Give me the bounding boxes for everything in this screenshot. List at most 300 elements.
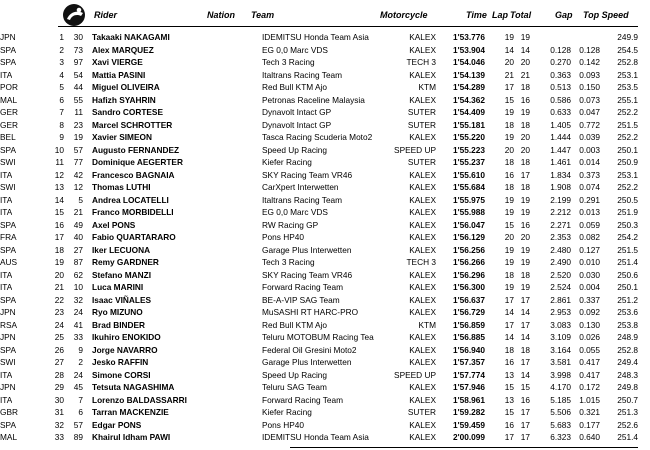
gap-cell: 3.998 <box>550 369 571 380</box>
rider-name-cell: Sandro CORTESE <box>92 107 163 117</box>
top-speed-cell: 251.5 <box>617 119 638 130</box>
gap-cell: 5.683 <box>550 419 571 430</box>
lap-time-cell: 1'54.139 <box>453 69 485 80</box>
nation-cell: JPN <box>0 32 16 42</box>
top-speed-cell: 252.8 <box>617 344 638 355</box>
team-cell: Garage Plus Interwetten <box>262 357 352 367</box>
total-laps-cell: 16 <box>520 94 530 105</box>
rider-number-cell: 54 <box>73 69 83 80</box>
gap-previous-cell: 0.291 <box>579 194 600 205</box>
nation-cell: SWI <box>0 357 16 367</box>
team-cell: Forward Racing Team <box>262 282 344 292</box>
lap-cell: 19 <box>504 194 514 205</box>
rider-name-cell: Mattia PASINI <box>92 69 146 80</box>
lap-time-cell: 2'00.099 <box>453 432 485 442</box>
gap-cell: 1.405 <box>550 119 571 130</box>
position-cell: 2 <box>59 44 64 55</box>
motorcycle-cell: KALEX <box>409 394 436 405</box>
top-speed-cell: 250.7 <box>617 394 638 405</box>
table-row <box>0 369 650 382</box>
gap-cell: 2.212 <box>550 207 571 217</box>
rider-name-cell: Tarran MACKENZIE <box>92 407 169 417</box>
header-divider <box>58 26 638 27</box>
rider-number-cell: 42 <box>73 169 83 180</box>
rider-name-cell: Luca MARINI <box>92 282 144 292</box>
rider-name-cell: Dominique AEGERTER <box>92 157 183 167</box>
team-cell: Tasca Racing Scuderia Moto2 <box>262 132 373 142</box>
lap-time-cell: 1'55.220 <box>453 132 485 142</box>
lap-time-cell: 1'54.046 <box>453 57 485 67</box>
table-row <box>0 156 650 169</box>
position-cell: 24 <box>54 319 64 330</box>
total-laps-cell: 16 <box>520 394 530 405</box>
lap-cell: 16 <box>504 357 514 367</box>
top-speed-cell: 253.8 <box>617 319 638 330</box>
gap-previous-cell: 0.321 <box>579 407 600 417</box>
top-speed-cell: 250.6 <box>617 269 638 280</box>
table-row <box>0 44 650 57</box>
rider-number-cell: 49 <box>73 219 83 230</box>
rider-name-cell: Edgar PONS <box>92 419 142 430</box>
team-cell: SKY Racing Team VR46 <box>262 269 353 280</box>
team-cell: Speed Up Racing <box>262 369 328 380</box>
footer-divider <box>290 447 638 448</box>
lap-cell: 15 <box>504 407 514 417</box>
position-cell: 8 <box>59 119 64 130</box>
gap-previous-cell: 0.082 <box>579 232 600 242</box>
position-cell: 11 <box>55 157 64 167</box>
position-cell: 14 <box>54 194 64 205</box>
lap-time-cell: 1'53.776 <box>453 32 485 42</box>
total-laps-cell: 18 <box>520 119 530 130</box>
team-cell: Forward Racing Team <box>262 394 344 405</box>
rider-number-cell: 45 <box>73 382 83 392</box>
gap-cell: 0.128 <box>550 44 571 55</box>
lap-time-cell: 1'53.904 <box>453 44 485 55</box>
lap-time-cell: 1'56.129 <box>453 232 485 242</box>
team-cell: Red Bull KTM Ajo <box>262 82 328 92</box>
gap-previous-cell: 0.337 <box>579 294 600 305</box>
lap-cell: 19 <box>504 244 514 255</box>
team-cell: Dynavolt Intact GP <box>262 119 332 130</box>
position-cell: 17 <box>54 232 64 242</box>
lap-time-cell: 1'54.289 <box>453 82 485 92</box>
total-laps-cell: 20 <box>520 144 530 155</box>
lap-cell: 20 <box>504 232 514 242</box>
table-row <box>0 169 650 182</box>
team-cell: Teluru MOTOBUM Racing Tea <box>262 332 374 342</box>
gap-previous-cell: 0.127 <box>579 244 600 255</box>
rider-number-cell: 55 <box>73 94 83 105</box>
top-speed-cell: 253.1 <box>617 69 638 80</box>
top-speed-cell: 250.1 <box>617 144 638 155</box>
rider-number-cell: 10 <box>73 282 83 292</box>
rider-number-cell: 40 <box>73 232 83 242</box>
motorcycle-cell: KALEX <box>409 44 436 55</box>
nation-cell: GER <box>0 119 18 130</box>
position-cell: 13 <box>54 182 64 192</box>
lap-cell: 13 <box>504 369 514 380</box>
motorcycle-cell: KALEX <box>409 169 436 180</box>
motorcycle-cell: KALEX <box>409 207 436 217</box>
lap-cell: 18 <box>504 344 514 355</box>
table-row <box>0 431 650 444</box>
team-cell: EG 0,0 Marc VDS <box>262 44 328 55</box>
lap-cell: 17 <box>504 319 514 330</box>
team-cell: Garage Plus Interwetten <box>262 244 352 255</box>
gap-previous-cell: 0.172 <box>579 382 600 392</box>
motorcycle-cell: KALEX <box>409 182 436 192</box>
nation-cell: JPN <box>0 382 16 392</box>
team-cell: Federal Oil Gresini Moto2 <box>262 344 357 355</box>
nation-cell: ITA <box>0 394 13 405</box>
table-row <box>0 244 650 257</box>
header-top-speed: Top Speed <box>583 10 629 20</box>
table-row <box>0 144 650 157</box>
position-cell: 32 <box>54 419 64 430</box>
nation-cell: SPA <box>0 44 16 55</box>
table-row <box>0 69 650 82</box>
gap-previous-cell: 0.039 <box>579 132 600 142</box>
gap-cell: 1.447 <box>550 144 571 155</box>
rider-name-cell: Xavi VIERGE <box>92 57 143 67</box>
table-row <box>0 419 650 432</box>
rider-number-cell: 21 <box>73 207 83 217</box>
table-row <box>0 381 650 394</box>
rider-number-cell: 57 <box>73 144 83 155</box>
position-cell: 26 <box>54 344 64 355</box>
team-cell: SKY Racing Team VR46 <box>262 169 353 180</box>
top-speed-cell: 251.9 <box>617 207 638 217</box>
position-cell: 7 <box>59 107 64 117</box>
position-cell: 4 <box>59 69 64 80</box>
top-speed-cell: 249.4 <box>617 357 638 367</box>
gap-cell: 0.513 <box>550 82 571 92</box>
lap-time-cell: 1'56.940 <box>453 344 485 355</box>
total-laps-cell: 19 <box>520 282 530 292</box>
gap-cell: 5.506 <box>550 407 571 417</box>
rider-name-cell: Andrea LOCATELLI <box>92 194 169 205</box>
rider-name-cell: Simone CORSI <box>92 369 151 380</box>
gap-previous-cell: 1.015 <box>579 394 600 405</box>
total-laps-cell: 18 <box>520 269 530 280</box>
header-total: Total <box>510 10 532 20</box>
lap-cell: 19 <box>504 132 514 142</box>
position-cell: 21 <box>54 282 64 292</box>
gap-cell: 2.271 <box>550 219 571 230</box>
motorcycle-cell: KALEX <box>409 294 436 305</box>
rider-name-cell: Brad BINDER <box>92 319 146 330</box>
team-cell: Italtrans Racing Team <box>262 194 343 205</box>
gap-previous-cell: 0.150 <box>579 82 600 92</box>
motorcycle-cell: KALEX <box>409 232 436 242</box>
gap-cell: 6.323 <box>550 432 571 442</box>
lap-cell: 19 <box>504 107 514 117</box>
lap-time-cell: 1'55.988 <box>453 207 485 217</box>
top-speed-cell: 253.1 <box>617 169 638 180</box>
nation-cell: ITA <box>0 169 13 180</box>
total-laps-cell: 20 <box>520 132 530 142</box>
gap-cell: 2.199 <box>550 194 571 205</box>
table-row <box>0 406 650 419</box>
position-cell: 33 <box>54 432 64 442</box>
lap-cell: 20 <box>504 57 514 67</box>
lap-cell: 15 <box>504 219 514 230</box>
total-laps-cell: 19 <box>520 32 530 42</box>
motorcycle-cell: SUTER <box>407 157 436 167</box>
nation-cell: ITA <box>0 282 13 292</box>
nation-cell: SPA <box>0 419 16 430</box>
table-row <box>0 256 650 269</box>
position-cell: 23 <box>54 307 64 317</box>
gap-cell: 0.363 <box>550 69 571 80</box>
nation-cell: GBR <box>0 407 18 417</box>
motorcycle-cell: KALEX <box>409 419 436 430</box>
gap-cell: 3.164 <box>550 344 571 355</box>
header-motorcycle: Motorcycle <box>380 10 428 20</box>
rider-name-cell: Axel PONS <box>92 219 136 230</box>
rider-number-cell: 33 <box>73 332 83 342</box>
rider-name-cell: Augusto FERNANDEZ <box>92 144 180 155</box>
total-laps-cell: 17 <box>520 432 530 442</box>
top-speed-cell: 250.9 <box>617 157 638 167</box>
gap-cell: 3.581 <box>550 357 571 367</box>
lap-time-cell: 1'56.256 <box>453 244 485 255</box>
rider-name-cell: Miguel OLIVEIRA <box>92 82 160 92</box>
lap-time-cell: 1'55.181 <box>453 119 485 130</box>
gap-previous-cell: 0.055 <box>579 344 600 355</box>
position-cell: 15 <box>54 207 64 217</box>
top-speed-cell: 252.2 <box>617 107 638 117</box>
gap-previous-cell: 0.130 <box>579 319 600 330</box>
rider-name-cell: Franco MORBIDELLI <box>92 207 174 217</box>
gap-previous-cell: 0.059 <box>579 219 600 230</box>
lap-time-cell: 1'55.223 <box>453 144 485 155</box>
rider-number-cell: 5 <box>78 194 83 205</box>
total-laps-cell: 19 <box>520 207 530 217</box>
lap-time-cell: 1'56.637 <box>453 294 485 305</box>
rider-number-cell: 57 <box>73 419 83 430</box>
lap-cell: 16 <box>504 419 514 430</box>
total-laps-cell: 19 <box>520 107 530 117</box>
total-laps-cell: 17 <box>520 407 530 417</box>
team-cell: Italtrans Racing Team <box>262 69 343 80</box>
position-cell: 28 <box>54 369 64 380</box>
table-row <box>0 356 650 369</box>
rider-name-cell: Francesco BAGNAIA <box>92 169 175 180</box>
total-laps-cell: 16 <box>520 219 530 230</box>
table-row <box>0 281 650 294</box>
gap-cell: 3.109 <box>550 332 571 342</box>
team-cell: IDEMITSU Honda Team Asia <box>262 32 369 42</box>
table-row <box>0 306 650 319</box>
gap-previous-cell: 0.417 <box>579 357 600 367</box>
total-laps-cell: 17 <box>520 169 530 180</box>
motorcycle-cell: KALEX <box>409 307 436 317</box>
nation-cell: SPA <box>0 344 16 355</box>
top-speed-cell: 251.5 <box>617 244 638 255</box>
nation-cell: ITA <box>0 194 13 205</box>
team-cell: Teluru SAG Team <box>262 382 327 392</box>
gap-cell: 0.586 <box>550 94 571 105</box>
table-row <box>0 56 650 69</box>
table-row <box>0 181 650 194</box>
rider-number-cell: 89 <box>73 432 83 442</box>
gap-cell: 2.953 <box>550 307 571 317</box>
lap-cell: 17 <box>504 294 514 305</box>
gap-previous-cell: 0.142 <box>579 57 600 67</box>
position-cell: 3 <box>59 57 64 67</box>
nation-cell: SPA <box>0 294 16 305</box>
lap-cell: 17 <box>504 432 514 442</box>
motorcycle-cell: KTM <box>418 319 436 330</box>
total-laps-cell: 20 <box>520 57 530 67</box>
rider-name-cell: Lorenzo BALDASSARRI <box>92 394 187 405</box>
rider-number-cell: 77 <box>73 157 83 167</box>
position-cell: 10 <box>54 144 64 155</box>
lap-cell: 13 <box>504 394 514 405</box>
lap-cell: 20 <box>504 144 514 155</box>
gap-previous-cell: 0.014 <box>579 157 600 167</box>
position-cell: 12 <box>54 169 64 180</box>
results-table <box>0 31 650 444</box>
rider-name-cell: Isaac VIÑALES <box>92 294 152 305</box>
table-row <box>0 344 650 357</box>
lap-time-cell: 1'56.885 <box>453 332 485 342</box>
rider-number-cell: 41 <box>73 319 83 330</box>
nation-cell: AUS <box>0 257 18 267</box>
header-lap: Lap <box>492 10 509 20</box>
gap-cell: 2.490 <box>550 257 571 267</box>
gap-previous-cell: 0.073 <box>579 94 600 105</box>
total-laps-cell: 18 <box>520 157 530 167</box>
team-cell: Tech 3 Racing <box>262 257 315 267</box>
top-speed-cell: 253.6 <box>617 307 638 317</box>
motorcycle-cell: KTM <box>418 82 436 92</box>
top-speed-cell: 251.3 <box>617 407 638 417</box>
gap-cell: 4.170 <box>550 382 571 392</box>
lap-cell: 19 <box>504 207 514 217</box>
table-row <box>0 269 650 282</box>
top-speed-cell: 254.5 <box>617 44 638 55</box>
lap-cell: 14 <box>504 307 514 317</box>
motorcycle-cell: KALEX <box>409 194 436 205</box>
rider-name-cell: Khairul Idham PAWI <box>92 432 171 442</box>
total-laps-cell: 18 <box>520 182 530 192</box>
lap-time-cell: 1'54.362 <box>453 94 485 105</box>
rider-name-cell: Hafizh SYAHRIN <box>92 94 156 105</box>
total-laps-cell: 14 <box>520 369 530 380</box>
rider-number-cell: 24 <box>73 307 83 317</box>
lap-time-cell: 1'56.300 <box>453 282 485 292</box>
rider-name-cell: Ryo MIZUNO <box>92 307 143 317</box>
position-cell: 18 <box>54 244 64 255</box>
gap-previous-cell: 0.030 <box>579 269 600 280</box>
top-speed-cell: 248.9 <box>617 332 638 342</box>
table-row <box>0 106 650 119</box>
motorcycle-cell: TECH 3 <box>406 57 436 67</box>
top-speed-cell: 250.1 <box>617 282 638 292</box>
position-cell: 1 <box>59 32 64 42</box>
lap-time-cell: 1'56.047 <box>453 219 485 230</box>
motorcycle-cell: SPEED UP <box>394 369 436 380</box>
rider-number-cell: 23 <box>73 119 83 130</box>
header-gap: Gap <box>555 10 573 20</box>
gap-previous-cell: 0.093 <box>579 69 600 80</box>
total-laps-cell: 17 <box>520 419 530 430</box>
team-cell: Pons HP40 <box>262 232 304 242</box>
top-speed-cell: 249.9 <box>617 32 638 42</box>
nation-cell: JPN <box>0 307 16 317</box>
top-speed-cell: 248.3 <box>617 369 638 380</box>
nation-cell: SWI <box>0 157 16 167</box>
lap-cell: 17 <box>504 82 514 92</box>
table-row <box>0 231 650 244</box>
gap-cell: 2.520 <box>550 269 571 280</box>
gap-previous-cell: 0.177 <box>579 419 600 430</box>
lap-time-cell: 1'56.266 <box>453 257 485 267</box>
team-cell: CarXpert Interwetten <box>262 182 339 192</box>
total-laps-cell: 19 <box>520 257 530 267</box>
lap-time-cell: 1'57.357 <box>453 357 485 367</box>
lap-cell: 18 <box>504 157 514 167</box>
gap-previous-cell: 0.003 <box>579 144 600 155</box>
total-laps-cell: 14 <box>520 307 530 317</box>
motorcycle-cell: SUTER <box>407 119 436 130</box>
motorcycle-rider-icon <box>62 3 88 27</box>
table-row <box>0 319 650 332</box>
nation-cell: JPN <box>0 332 16 342</box>
team-cell: Pons HP40 <box>262 419 304 430</box>
motorcycle-cell: KALEX <box>409 69 436 80</box>
motorcycle-cell: TECH 3 <box>406 257 436 267</box>
gap-previous-cell: 0.640 <box>579 432 600 442</box>
motorcycle-cell: KALEX <box>409 32 436 42</box>
lap-time-cell: 1'56.729 <box>453 307 485 317</box>
top-speed-cell: 253.5 <box>617 82 638 92</box>
lap-time-cell: 1'58.961 <box>453 394 485 405</box>
table-row <box>0 206 650 219</box>
header-team: Team <box>251 10 275 20</box>
gap-previous-cell: 0.010 <box>579 257 600 267</box>
gap-cell: 2.353 <box>550 232 571 242</box>
rider-number-cell: 9 <box>78 344 83 355</box>
gap-cell: 1.908 <box>550 182 571 192</box>
gap-cell: 1.461 <box>550 157 571 167</box>
table-row <box>0 31 650 44</box>
top-speed-cell: 252.8 <box>617 57 638 67</box>
header-nation: Nation <box>207 10 235 20</box>
total-laps-cell: 18 <box>520 82 530 92</box>
gap-cell: 2.480 <box>550 244 571 255</box>
rider-name-cell: Remy GARDNER <box>92 257 159 267</box>
team-cell: BE-A-VIP SAG Team <box>262 294 340 305</box>
lap-cell: 19 <box>504 282 514 292</box>
nation-cell: MAL <box>0 94 18 105</box>
lap-time-cell: 1'56.859 <box>453 319 485 330</box>
motorcycle-cell: SUTER <box>407 107 436 117</box>
top-speed-cell: 252.2 <box>617 182 638 192</box>
total-laps-cell: 14 <box>520 332 530 342</box>
motorcycle-cell: KALEX <box>409 382 436 392</box>
gap-cell: 0.633 <box>550 107 571 117</box>
rider-number-cell: 24 <box>73 369 83 380</box>
table-row <box>0 131 650 144</box>
table-row <box>0 119 650 132</box>
header-time: Time <box>466 10 487 20</box>
table-row <box>0 394 650 407</box>
position-cell: 22 <box>54 294 64 305</box>
